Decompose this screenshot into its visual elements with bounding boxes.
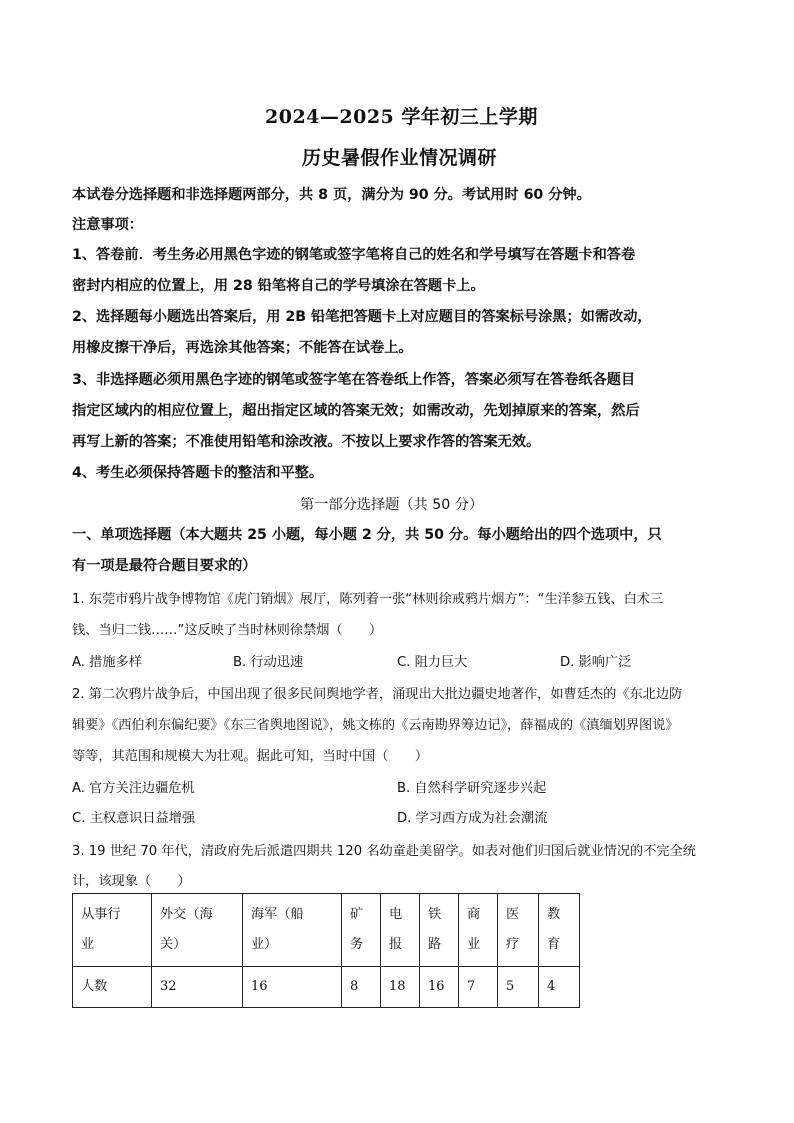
table-cell: 7 [459,967,498,1008]
header-text: 路 [428,937,442,952]
notes-heading: 注意事项： [72,217,143,233]
header-cell-industry [73,894,152,967]
table-header-row [73,894,580,967]
section-heading-line-1: 一、单项选择题（本大题共 25 小题，每小题 2 分，共 50 分。每小题给出的四个选项中，只 [72,527,662,543]
question-1-option-b: B. 行动迅速 [233,655,304,670]
question-3-line-2: 计，该现象（ ） [72,874,191,889]
question-1-line-2: 钱、当归二钱……”这反映了当时林则徐禁烟（ ） [72,623,383,638]
question-2-line-2: 辑要》《西伯利东偏纪要》《东三省舆地图说》，姚文栋的《云南勘界筹边记》，薛福成的《滇缅划界图说》 [72,718,679,733]
header-text: 报 [389,937,403,952]
header-text: 铁 [428,907,442,922]
table-cell: 5 [498,967,539,1008]
question-3-line-1: 3. 19 世纪 70 年代，清政府先后派遣四期共 120 名幼童赴美留学。如表对他们归国后就业情况的不完全统 [72,844,696,859]
question-2-line-1: 2. 第二次鸦片战争后，中国出现了很多民间舆地学者，涌现出大批边疆史地著作，如曹廷杰的《东北边防 [72,687,683,702]
header-text: 业 [81,937,95,952]
header-text: 务 [350,937,364,952]
question-2-option-c: C. 主权意识日益增强 [72,811,196,826]
header-text: 医 [506,907,520,922]
header-text: 教 [547,907,561,922]
note-3-line-3: 再写上新的答案；不准使用铅笔和涂改液。不按以上要求作答的答案无效。 [72,434,541,450]
note-2-line-1: 2、选择题每小题选出答案后，用 2B 铅笔把答题卡上对应题目的答案标号涂黑；如需改动， [72,309,652,325]
header-text: 电 [389,907,403,922]
exam-title: 2024—2025 学年初三上学期 [265,106,538,128]
header-cell-mining [342,894,381,967]
header-text: 从事行 [81,907,121,922]
table-cell: 16 [243,967,342,1008]
header-text: 疗 [506,937,520,952]
part-title: 第一部分选择题（共 50 分） [300,497,484,513]
question-1-option-d: D. 影响广泛 [560,655,632,670]
header-cell-navy [243,894,342,967]
table-cell: 8 [342,967,381,1008]
header-cell-commerce [459,894,498,967]
table-cell: 32 [152,967,243,1008]
header-text: 商 [467,907,481,922]
header-text: 海军（船 [251,907,304,922]
header-cell-medical [498,894,539,967]
table-cell: 4 [539,967,580,1008]
employment-table [72,893,580,1008]
question-2-option-a: A. 官方关注边疆危机 [72,781,195,796]
header-cell-education [539,894,580,967]
table-cell: 16 [420,967,459,1008]
intro-text: 本试卷分选择题和非选择题两部分，共 8 页，满分为 90 分。考试用时 60 分钟。 [72,187,591,203]
table-cell: 18 [381,967,420,1008]
table-row [73,967,580,1008]
section-heading-line-2: 有一项是最符合题目要求的） [72,558,257,574]
note-2-line-2: 用橡皮擦干净后，再选涂其他答案；不能答在试卷上。 [72,340,413,356]
header-cell-railway [420,894,459,967]
header-cell-telegraph [381,894,420,967]
question-2-line-3: 等等，其范围和规模大为壮观。据此可知，当时中国（ ） [72,749,429,764]
note-1-line-2: 密封内相应的位置上，用 28 铅笔将自己的学号填涂在答题卡上。 [72,278,485,294]
row-label-count: 人数 [73,967,152,1008]
header-text: 育 [547,937,561,952]
note-3-line-2: 指定区域内的相应位置上，超出指定区域的答案无效；如需改动，先划掉原来的答案，然后 [72,403,640,419]
note-3-line-1: 3、非选择题必须用黑色字迹的钢笔或签字笔在答卷纸上作答，答案必须写在答卷纸各题目 [72,372,636,388]
header-text: 关） [160,937,187,952]
header-text: 矿 [350,907,364,922]
header-text: 业 [467,937,481,952]
question-2-option-d: D. 学习西方成为社会潮流 [397,811,548,826]
exam-subtitle: 历史暑假作业情况调研 [302,147,498,169]
note-4: 4、考生必须保持答题卡的整洁和平整。 [72,465,324,481]
question-1-line-1: 1. 东莞市鸦片战争博物馆《虎门销烟》展厅，陈列着一张“林则徐戒鸦片烟方”：“生洋参五钱、白术三 [72,592,664,607]
question-2-option-b: B. 自然科学研究逐步兴起 [397,781,547,796]
note-1-line-1: 1、答卷前．考生务必用黑色字迹的钢笔或签字笔将自己的姓名和学号填写在答题卡和答卷 [72,247,636,263]
header-cell-diplomacy [152,894,243,967]
header-text: 业） [251,937,278,952]
header-text: 外交（海 [160,907,213,922]
question-1-option-a: A. 措施多样 [72,655,142,670]
question-1-option-c: C. 阻力巨大 [397,655,468,670]
